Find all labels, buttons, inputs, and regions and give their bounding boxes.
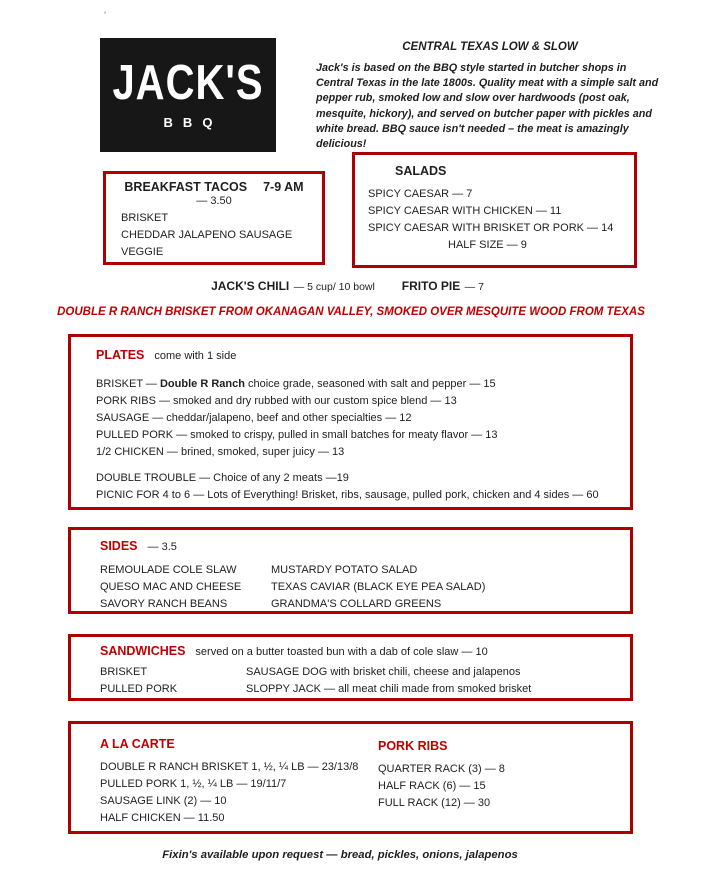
chili-label: JACK'S CHILI bbox=[211, 279, 290, 293]
menu-item: PULLED PORK 1, ½, ¼ LB — 19/11/7 bbox=[100, 778, 287, 790]
menu-item: REMOULADE COLE SLAW bbox=[100, 564, 237, 576]
item-text-bold: Double R Ranch bbox=[159, 378, 245, 390]
sides-title: SIDES bbox=[100, 539, 138, 553]
frito-pie-price: — 7 bbox=[464, 281, 484, 293]
menu-item: SAUSAGE DOG with brisket chili, cheese and jalapenos bbox=[246, 666, 521, 678]
menu-item: SPICY CAESAR WITH BRISKET OR PORK — 14 bbox=[368, 222, 614, 234]
sandwiches-col2 bbox=[246, 664, 531, 698]
fixins-footer: Fixin's available upon request — bread, pickles, onions, jalapenos bbox=[162, 849, 518, 861]
menu-item: MUSTARDY POTATO SALAD bbox=[271, 564, 418, 576]
breakfast-title: BREAKFAST TACOS bbox=[124, 180, 248, 194]
plates-title: PLATES bbox=[96, 348, 145, 362]
sides-box bbox=[68, 527, 633, 614]
intro-body: Jack's is based on the BBQ style started in butcher shops in Central Texas in the late 1800s. Quality meat with a simple salt and pepper rub, smoked low and slow over hardwoods (post oak, mesquite, hickory), and served on butcher paper with pickles and white bread. BBQ sauce isn't needed – the meat is amazingly delicious! bbox=[316, 62, 659, 151]
sandwiches-subtitle: served on a butter toasted bun with a dab of cole slaw — 10 bbox=[195, 646, 488, 658]
item-text: choice grade, seasoned with salt and pepper — 15 bbox=[244, 378, 496, 390]
menu-item: HALF CHICKEN — 11.50 bbox=[100, 812, 225, 824]
menu-item: FULL RACK (12) — 30 bbox=[378, 797, 491, 809]
menu-item: PICNIC FOR 4 to 6 — Lots of Everything! Brisket, ribs, sausage, pulled pork, chicken and 4 sides — 60 bbox=[96, 489, 599, 501]
a-la-carte-column bbox=[100, 737, 378, 831]
menu-item: GRANDMA'S COLLARD GREENS bbox=[271, 598, 442, 610]
breakfast-title-row bbox=[106, 180, 322, 194]
pork-ribs-column bbox=[378, 737, 505, 831]
plates-subtitle: come with 1 side bbox=[154, 350, 237, 362]
sandwiches-box bbox=[68, 634, 633, 701]
pork-ribs-items bbox=[378, 761, 505, 812]
salads-items bbox=[368, 186, 634, 254]
plates-title-row bbox=[96, 348, 630, 362]
menu-item: SAUSAGE — cheddar/jalapeno, beef and other specialties — 12 bbox=[96, 412, 412, 424]
sides-price: — 3.5 bbox=[147, 541, 177, 553]
menu-item: PULLED PORK bbox=[100, 683, 178, 695]
menu-item: SAUSAGE LINK (2) — 10 bbox=[100, 795, 227, 807]
plates-combos bbox=[96, 470, 630, 504]
salads-title: SALADS bbox=[395, 164, 447, 178]
salads-box bbox=[352, 152, 637, 268]
menu-item: 1/2 CHICKEN — brined, smoked, super juicy — 13 bbox=[96, 446, 345, 458]
menu-item: HALF SIZE — 9 bbox=[448, 239, 527, 251]
menu-item: SLOPPY JACK — all meat chili made from smoked brisket bbox=[246, 683, 532, 695]
menu-item: SPICY CAESAR — 7 bbox=[368, 188, 473, 200]
menu-item: BRISKET bbox=[100, 666, 148, 678]
menu-item: DOUBLE R RANCH BRISKET 1, ½, ¼ LB — 23/13/8 bbox=[100, 761, 359, 773]
plates-box bbox=[68, 334, 633, 510]
intro-section bbox=[316, 41, 664, 152]
breakfast-price: — 3.50 bbox=[196, 195, 232, 207]
menu-item: DOUBLE TROUBLE — Choice of any 2 meats —19 bbox=[96, 472, 349, 484]
sides-title-row bbox=[100, 539, 630, 553]
stray-mark: ' bbox=[104, 10, 107, 22]
sandwiches-title: SANDWICHES bbox=[100, 644, 186, 658]
sides-columns bbox=[100, 562, 630, 613]
sandwiches-columns bbox=[100, 664, 630, 698]
a-la-carte-items bbox=[100, 759, 378, 827]
sandwiches-title-row bbox=[100, 644, 630, 658]
menu-item: TEXAS CAVIAR (BLACK EYE PEA SALAD) bbox=[271, 581, 486, 593]
sides-col2 bbox=[271, 562, 485, 613]
menu-item: CHEDDAR JALAPENO SAUSAGE bbox=[121, 229, 293, 241]
menu-item: PORK RIBS — smoked and dry rubbed with our custom spice blend — 13 bbox=[96, 395, 457, 407]
menu-item: QUARTER RACK (3) — 8 bbox=[378, 763, 505, 775]
menu-item: PULLED PORK — smoked to crispy, pulled in small batches for meaty flavor — 13 bbox=[96, 429, 498, 441]
sandwiches-col1 bbox=[100, 664, 246, 698]
sides-col1 bbox=[100, 562, 271, 613]
a-la-carte-title: A LA CARTE bbox=[100, 737, 175, 751]
menu-item bbox=[96, 376, 630, 393]
brisket-banner: DOUBLE R RANCH BRISKET FROM OKANAGAN VALLEY, SMOKED OVER MESQUITE WOOD FROM TEXAS bbox=[57, 306, 645, 318]
chili-detail: — 5 cup/ 10 bowl bbox=[293, 281, 375, 293]
breakfast-hours: 7-9 AM bbox=[263, 180, 304, 194]
intro-title: CENTRAL TEXAS LOW & SLOW bbox=[402, 41, 578, 53]
logo-name: JACK'S bbox=[112, 55, 264, 110]
menu-item: SPICY CAESAR WITH CHICKEN — 11 bbox=[368, 205, 562, 217]
menu-item: QUESO MAC AND CHEESE bbox=[100, 581, 242, 593]
chili-line bbox=[0, 277, 695, 295]
menu-item: VEGGIE bbox=[121, 246, 164, 258]
breakfast-tacos-box bbox=[103, 171, 325, 265]
item-text: BRISKET — bbox=[96, 378, 160, 390]
logo bbox=[100, 38, 276, 152]
plates-items bbox=[96, 376, 630, 461]
menu-item: SAVORY RANCH BEANS bbox=[100, 598, 228, 610]
logo-subtitle: BBQ bbox=[163, 114, 223, 130]
frito-pie-label: FRITO PIE bbox=[401, 279, 461, 293]
pork-ribs-title: PORK RIBS bbox=[378, 739, 448, 753]
a-la-carte-box bbox=[68, 721, 633, 834]
menu-item: BRISKET bbox=[121, 212, 169, 224]
breakfast-items bbox=[121, 210, 322, 261]
menu-item: HALF RACK (6) — 15 bbox=[378, 780, 486, 792]
